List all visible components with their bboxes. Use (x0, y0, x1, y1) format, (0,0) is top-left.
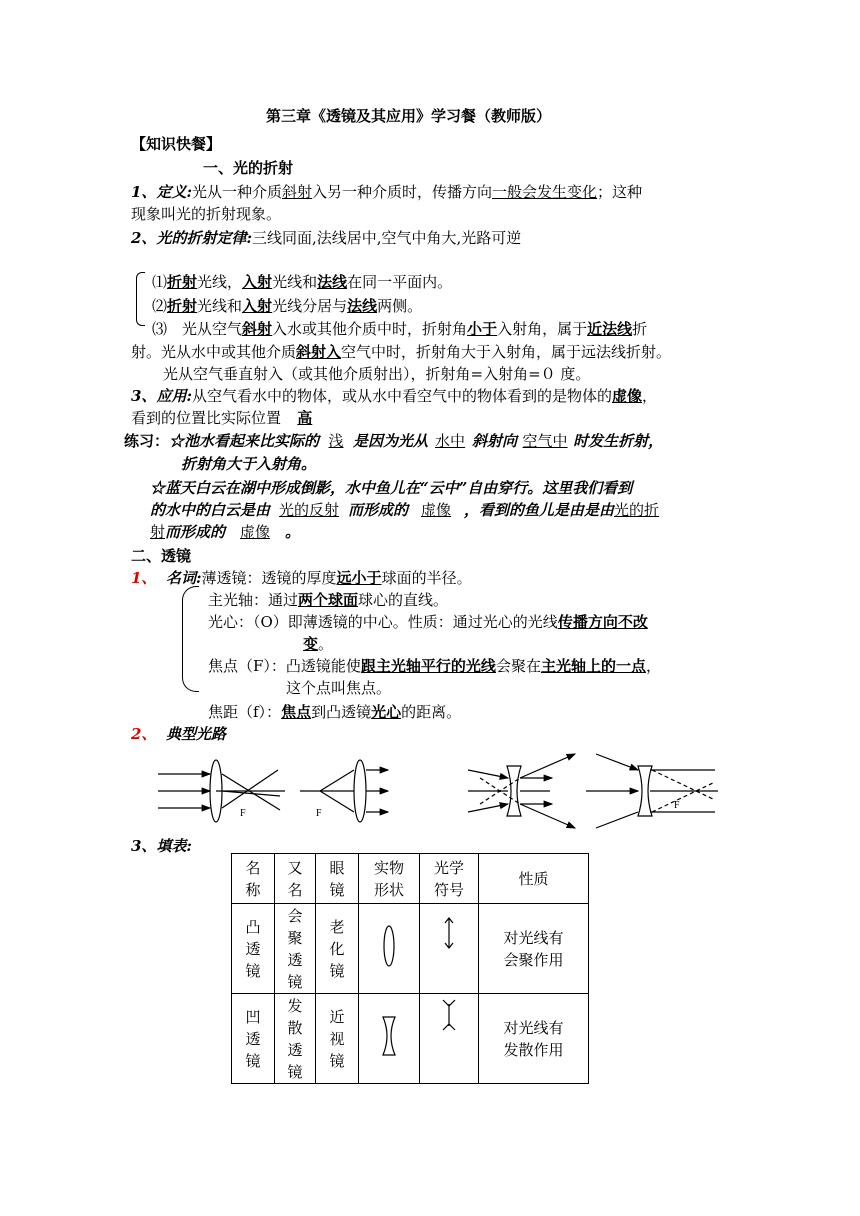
concave-parallel-diagram (468, 754, 575, 828)
optical-center-cont: 变。 (303, 635, 334, 653)
terms-brace (182, 586, 199, 692)
law-brace (136, 272, 145, 326)
concave-shape-icon (359, 994, 420, 1084)
page-title: 第三章《透镜及其应用》学习餐（教师版） (266, 107, 552, 125)
focal-length-line: 焦距（f）：焦点到凸透镜光心的距离。 (208, 703, 462, 721)
law-rule-1: ⑴折射光线，入射光线和法线在同一平面内。 (152, 273, 453, 291)
focus-label-1: F (240, 808, 246, 819)
definition-line: 1、定义:光从一种介质斜射入另一种介质时，传播方向一般会发生变化；这种 (131, 183, 643, 201)
cell-alias: 发 散 透 镜 (275, 994, 316, 1084)
cell-glasses: 近 视 镜 (316, 994, 359, 1084)
lens-table (231, 853, 589, 1084)
law-rule-4: 光从空气垂直射入（或其他介质射出），折射角=入射角=０ 度。 (163, 365, 591, 383)
cell-glasses: 老 化 镜 (316, 904, 359, 994)
convex-focus-diagram (300, 760, 388, 822)
optical-center-line: 光心：（O）即薄透镜的中心。性质：通过光心的光线传播方向不改 (208, 613, 648, 631)
focus-line: 焦点（F）：凸透镜能使跟主光轴平行的光线会聚在主光轴上的一点， (208, 657, 661, 675)
header-shape: 实物 形状 (359, 854, 420, 904)
cell-alias: 会 聚 透 镜 (275, 904, 316, 994)
cell-property: 对光线有 发散作用 (479, 994, 589, 1084)
typical-paths-heading: 2、 典型光路 (131, 725, 226, 743)
refraction-law: 2、光的折射定律:三线同面,法线居中,空气中角大,光路可逆 (131, 229, 522, 247)
exercise-1-cont: 折射角大于入射角。 (181, 455, 317, 473)
application-line-2: 看到的位置比实际位置 高 (131, 409, 313, 427)
header-name: 名 称 (232, 854, 275, 904)
table-row (232, 994, 589, 1084)
cell-name: 凹 透 镜 (232, 994, 275, 1084)
header-property: 性质 (479, 854, 589, 904)
law-rule-2: ⑵折射光线和入射光线分居与法线两侧。 (152, 297, 423, 315)
law-rule-3-cont: 射。光从水中或其他介质斜射入空气中时，折射角大于入射角，属于远法线折射。 (131, 343, 672, 361)
section-refraction-heading: 一、光的折射 (203, 159, 294, 177)
concave-symbol-icon (420, 994, 479, 1084)
law-rule-3: ⑶ 光从空气斜射入水或其他介质中时，折射角小于入射角，属于近法线折 (152, 320, 648, 338)
header-symbol: 光学 符号 (420, 854, 479, 904)
application-line: 3、应用:从空气看水中的物体，或从水中看空气中的物体看到的是物体的虚像， (131, 387, 658, 405)
focus-line-cont: 这个点叫焦点。 (286, 679, 392, 697)
focus-label-4: F (674, 800, 680, 811)
table-header-row (232, 854, 589, 904)
exercise-1: 练习：☆池水看起来比实际的 浅 是因为光从 水中 斜射向 空气中 时发生折射， (124, 432, 664, 450)
exercise-2: ☆蓝天白云在湖中形成倒影，水中鱼儿在“云中”自由穿行。这里我们看到 (150, 479, 633, 497)
table-row (232, 904, 589, 994)
convex-shape-icon (359, 904, 420, 994)
main-axis-line: 主光轴：通过两个球面球心的直线。 (208, 591, 449, 609)
header-glasses: 眼 镜 (316, 854, 359, 904)
exercise-2-cont: 的水中的白云是由 光的反射 而形成的 虚像 ，看到的鱼儿是由是由光的折 (150, 501, 660, 519)
section-lens-heading: 二、透镜 (131, 547, 192, 565)
focus-label-2: F (316, 808, 322, 819)
concave-diverging-diagram (586, 754, 718, 828)
cell-property: 对光线有 会聚作用 (479, 904, 589, 994)
convex-symbol-icon (420, 904, 479, 994)
convex-converging-diagram (158, 760, 285, 822)
definition-line-2: 现象叫光的折射现象。 (131, 205, 282, 223)
thin-lens-line: 1、 名词:薄透镜：透镜的厚度远小于球面的半径。 (131, 569, 472, 587)
fill-table-heading: 3、填表: (131, 837, 192, 855)
header-alias: 又 名 (275, 854, 316, 904)
cell-name: 凸 透 镜 (232, 904, 275, 994)
exercise-2-cont-2: 射而形成的 虚像 。 (150, 523, 301, 541)
ray-diagrams (120, 748, 760, 838)
section-knowledge-label: 【知识快餐】 (131, 135, 222, 153)
